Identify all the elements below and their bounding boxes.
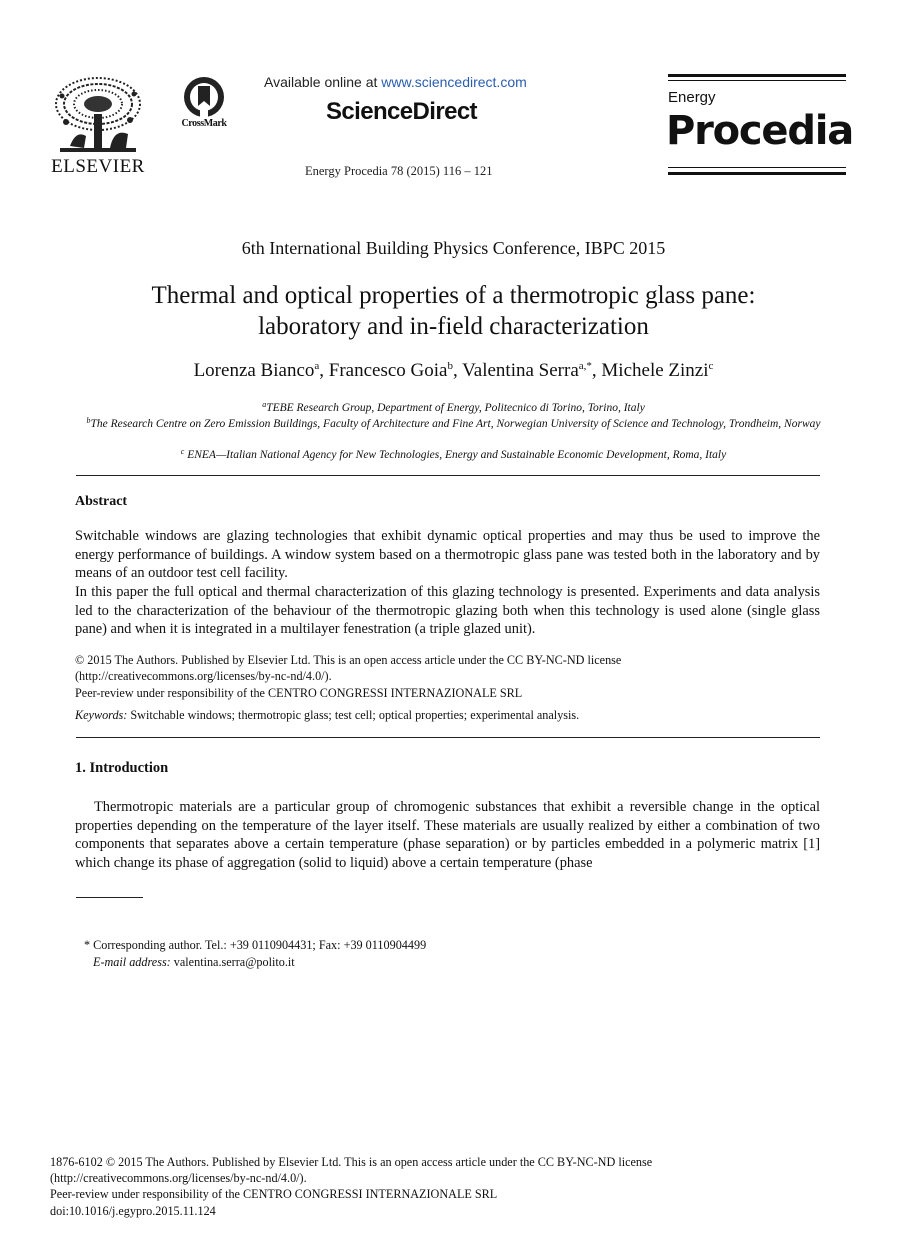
affiliation-text: The Research Centre on Zero Emission Buildings, Faculty of Architecture and Fine Art, Norwegian University of Science and Technology, Trondheim, Norway <box>90 418 821 430</box>
elsevier-tree-icon <box>50 74 146 154</box>
energy-procedia-logo <box>666 74 854 176</box>
author-list <box>0 360 907 382</box>
corresponding-author-footnote: * Corresponding author. Tel.: +39 0110904431; Fax: +39 0110904499 <box>84 938 427 952</box>
abstract-paragraph: In this paper the full optical and thermal characterization of this glazing technology is presented. Experiments and data analysis led to the characterization of the behaviour of the thermotropic glazing both when this technology is used alone (single glass pane) and when it is integrated in a multilayer fenestration (a triple glazed unit). <box>75 584 820 638</box>
keywords-text: Switchable windows; thermotropic glass; test cell; optical properties; experimental analysis. <box>127 708 580 722</box>
title-line: Thermal and optical properties of a thermotropic glass pane: <box>151 282 756 309</box>
paper-title <box>0 280 907 342</box>
author-name: Valentina Serra <box>462 360 579 381</box>
crossmark-icon <box>176 76 232 120</box>
author-separator: , <box>591 360 602 381</box>
email-address[interactable]: valentina.serra@polito.it <box>170 955 295 969</box>
footer-peer-review: Peer-review under responsibility of the CENTRO CONGRESSI INTERNAZIONALE SRL <box>50 1187 498 1202</box>
journal-large-word: Procedia <box>666 108 854 154</box>
affiliation <box>80 413 827 432</box>
conference-name: 6th International Building Physics Conference, IBPC 2015 <box>241 238 666 258</box>
sciencedirect-link[interactable]: www.sciencedirect.com <box>381 74 527 90</box>
author-name: Francesco Goia <box>328 360 448 381</box>
page-footer <box>50 1154 870 1219</box>
copyright-line: © 2015 The Authors. Published by Elsevier Ltd. This is an open access article under the CC BY-NC-ND license <box>75 653 622 667</box>
affiliation-mark: b <box>86 416 91 425</box>
logo-rule <box>668 74 846 77</box>
logo-rule <box>668 80 846 81</box>
logo-rule <box>668 172 846 175</box>
copyright-notice <box>75 653 820 684</box>
logo-rule <box>668 167 846 168</box>
introduction-paragraph: Thermotropic materials are a particular group of chromogenic substances that exhibit a reversible change in the optical properties depending on the temperature of the layer itself. These materials are usually realized by either a combination of two components that separates above a certain temperature (phase separation) or by particles embedded in a polymeric matrix [1] which change its phase of aggregation (solid to liquid) above a certain temperature (phase <box>75 799 820 872</box>
keywords <box>75 708 820 724</box>
author-separator: , <box>453 360 463 381</box>
section-divider <box>76 475 820 476</box>
affiliation <box>80 444 827 463</box>
author-name: Michele Zinzi <box>601 360 709 381</box>
introduction-heading: 1. Introduction <box>75 760 169 776</box>
doi[interactable]: doi:10.1016/j.egypro.2015.11.124 <box>50 1203 216 1218</box>
crossmark-label: CrossMark <box>181 118 227 129</box>
issn-copyright-line: 1876-6102 © 2015 The Authors. Published by Elsevier Ltd. This is an open access article under the CC BY-NC-ND license <box>50 1155 653 1169</box>
author-affiliation-mark: a <box>314 360 320 372</box>
available-prefix: Available online at <box>264 74 382 90</box>
crossmark-badge[interactable] <box>176 76 232 132</box>
author-affiliation-mark: c <box>708 360 714 372</box>
section-divider <box>76 737 820 738</box>
affiliation-mark: a <box>262 400 267 409</box>
elsevier-logo <box>50 74 146 178</box>
sciencedirect-wordmark: ScienceDirect <box>326 98 477 125</box>
peer-review-notice: Peer-review under responsibility of the CENTRO CONGRESSI INTERNAZIONALE SRL <box>75 686 523 700</box>
abstract-paragraph: Switchable windows are glazing technologies that exhibit dynamic optical properties and may thus be used to improve the energy performance of buildings. A window system based on a thermotropic glass pane was tested both in the laboratory and by means of an outdoor test cell facility. <box>75 528 820 582</box>
affiliation-text: TEBE Research Group, Department of Energy, Politecnico di Torino, Torino, Italy <box>266 402 645 414</box>
journal-small-word: Energy <box>668 89 716 106</box>
author-affiliation-mark: b <box>447 360 453 372</box>
email-label: E-mail address: <box>93 955 171 969</box>
title-line: laboratory and in-field characterization <box>258 313 649 340</box>
email-footnote <box>93 955 295 970</box>
abstract-heading: Abstract <box>75 494 128 509</box>
author-separator: , <box>319 360 329 381</box>
affiliation-text: ENEA—Italian National Agency for New Technologies, Energy and Sustainable Economic Development, Roma, Italy <box>184 449 727 461</box>
affiliation-mark: c <box>180 447 185 456</box>
author-affiliation-mark: a,* <box>578 360 592 372</box>
elsevier-wordmark: ELSEVIER <box>51 156 145 177</box>
journal-reference: Energy Procedia 78 (2015) 116 – 121 <box>305 164 493 178</box>
footer-license-link[interactable]: (http://creativecommons.org/licenses/by-nc-nd/4.0/). <box>50 1171 307 1186</box>
author-name: Lorenza Bianco <box>193 360 315 381</box>
keywords-label: Keywords: <box>75 708 128 722</box>
license-link[interactable]: (http://creativecommons.org/licenses/by-nc-nd/4.0/). <box>75 668 332 683</box>
footnote-rule <box>76 897 143 898</box>
available-online-line <box>264 74 527 90</box>
